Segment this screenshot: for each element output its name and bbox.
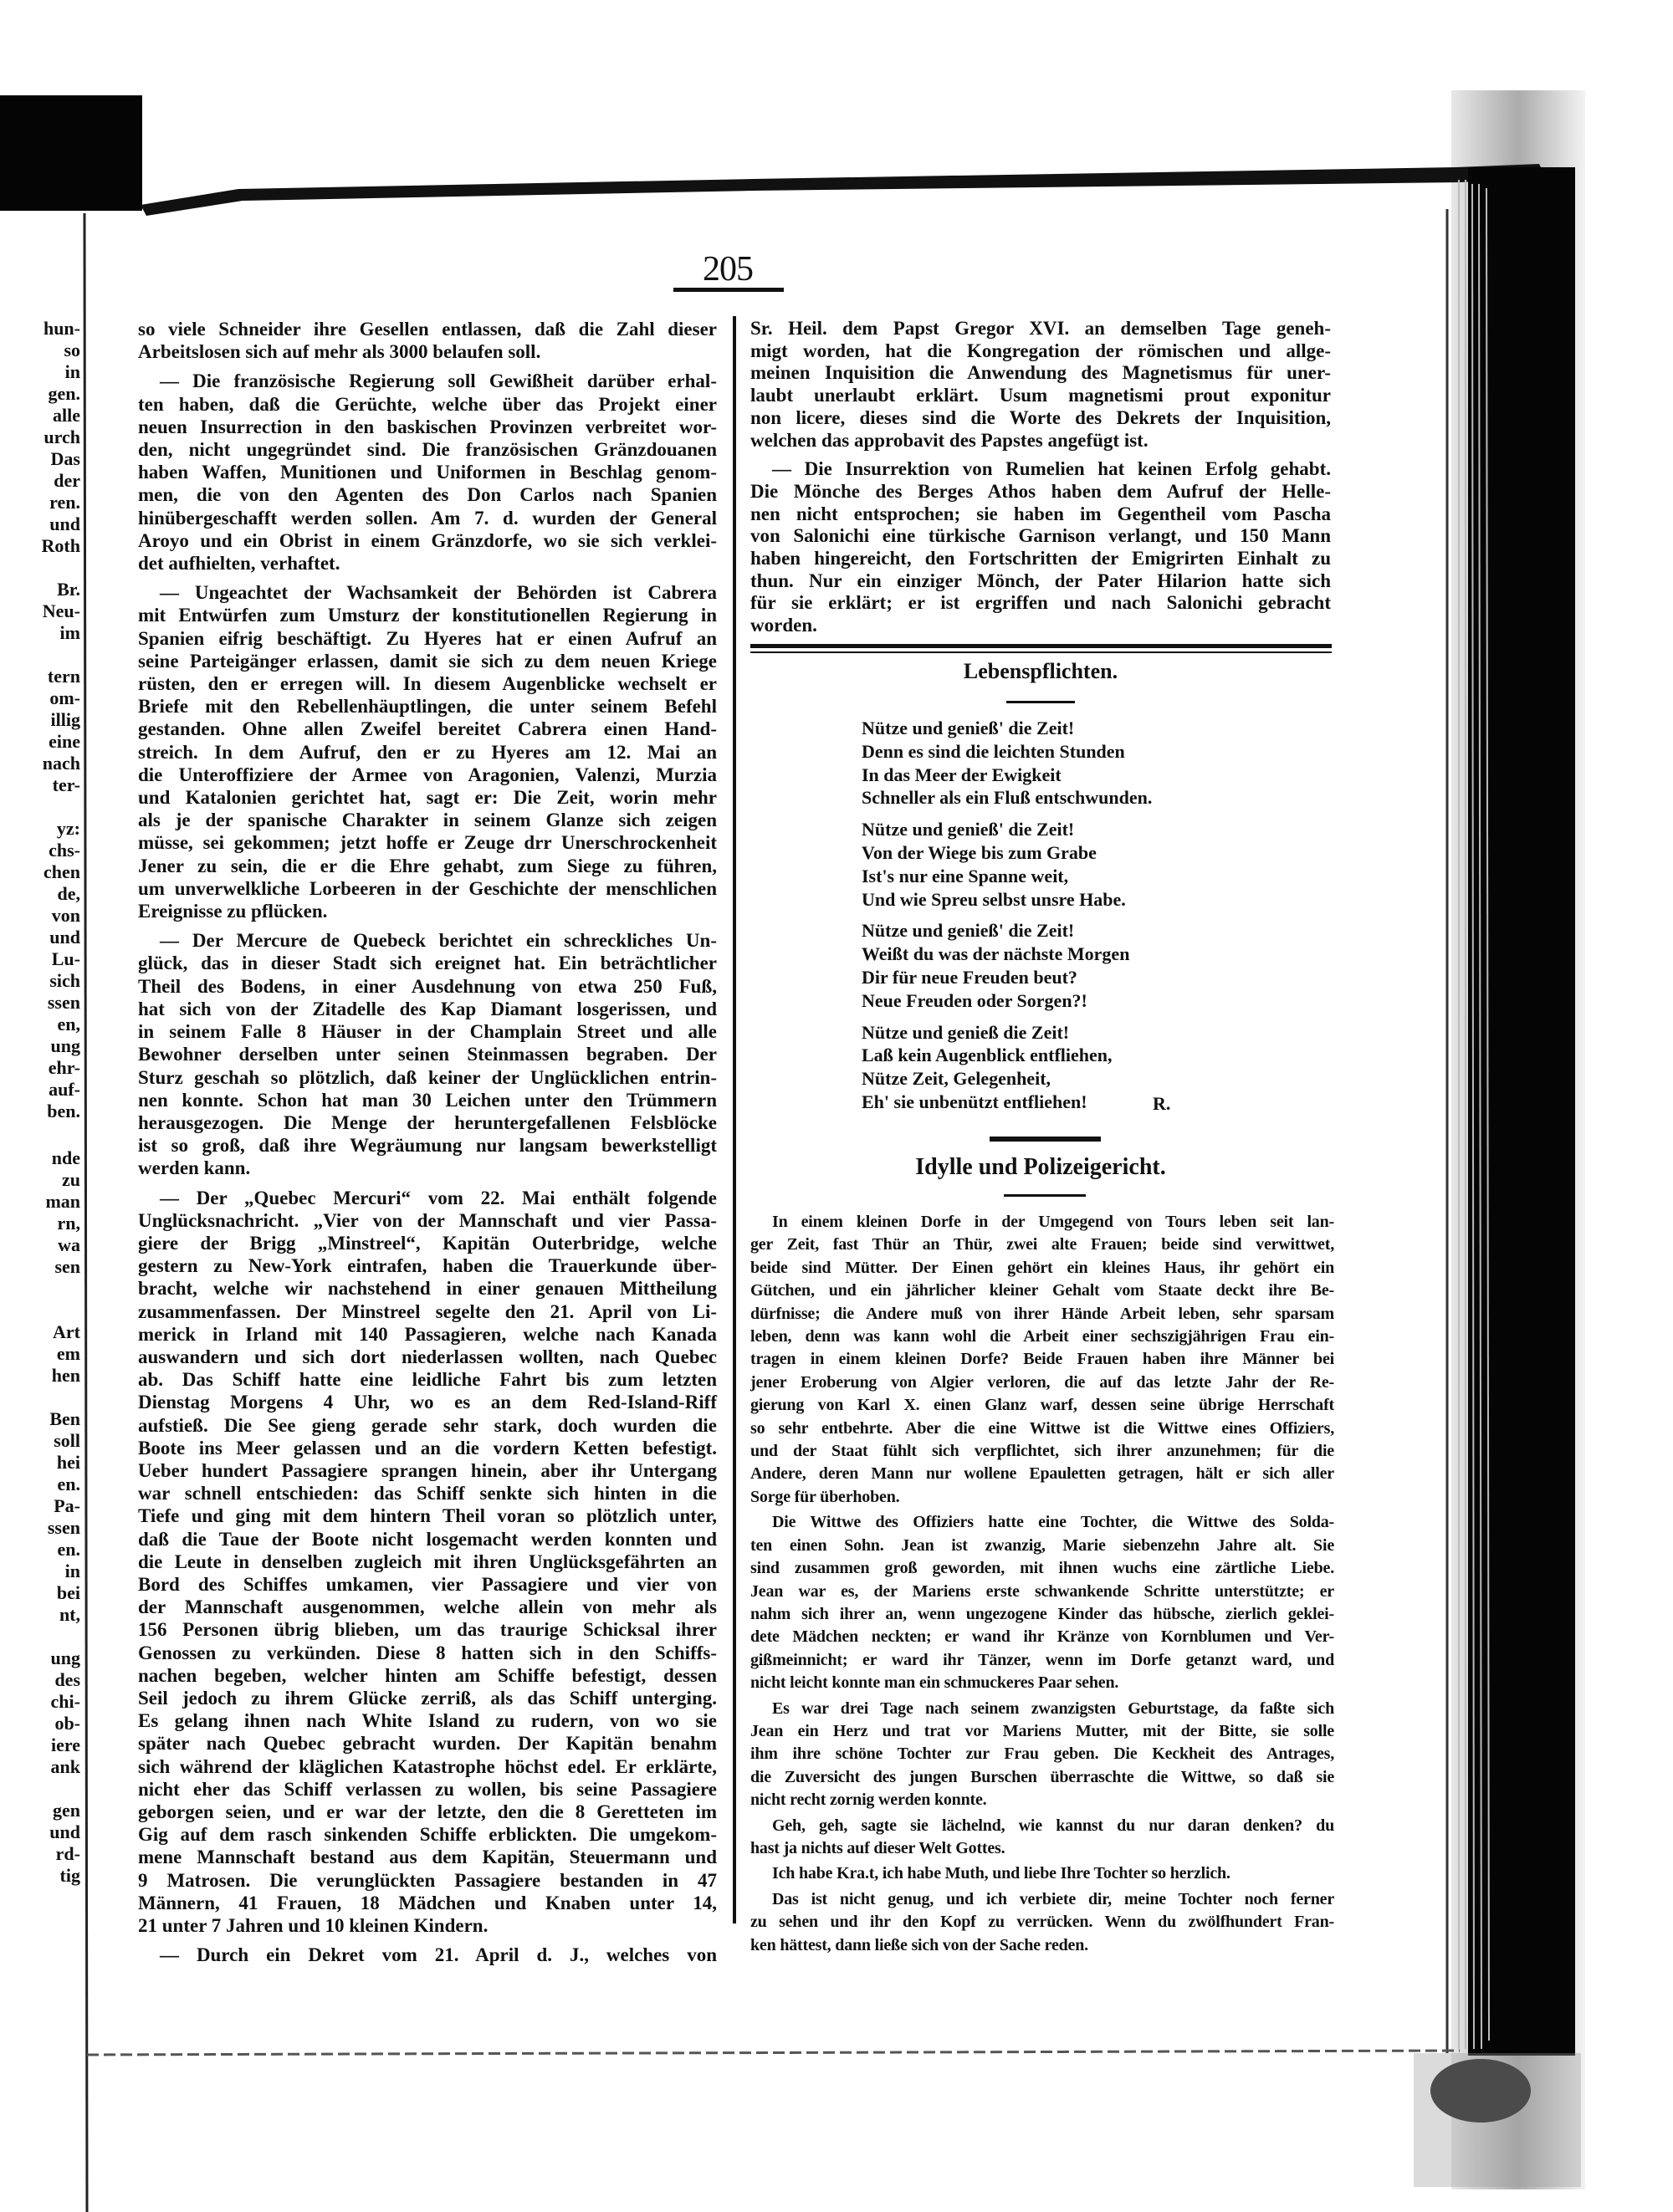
text-line: laubt unerlaubt erklärt. Usum magnetismi prout exponitur	[750, 385, 1331, 406]
text-line: nachen begeben, welcher hinten am Schiffe befestigt, dessen	[138, 1664, 717, 1686]
fragment-line: man	[45, 1191, 80, 1212]
fragment-line: iere	[50, 1734, 80, 1755]
fragment-line: chi-	[50, 1691, 80, 1712]
text-line: — Durch ein Dekret vom 21. April d. J., welches von	[160, 1944, 717, 1966]
text-line: Jean ein Herz und trat vor Mariens Mutter, mit der Bitte, sie solle	[750, 1721, 1334, 1740]
poem-stanza	[862, 919, 1152, 1012]
text-line: Unglücksnachricht. „Vier von der Mannschaft und vier Passa-	[138, 1209, 717, 1231]
fragment-line: en.	[57, 1539, 80, 1560]
paragraph	[750, 1511, 1334, 1694]
text-line: hinübergeschafft werden sollen. Am 7. d. wurden der General	[138, 507, 717, 529]
section-double-rule-thin	[750, 651, 1332, 653]
adjacent-page-fragments-lower	[0, 1147, 80, 1887]
fragment-line: yz:	[56, 818, 80, 839]
fragment-line	[0, 1278, 80, 1300]
text-line: und der Staat fühlt sich verpflichtet, sich ihrer anzunehmen; für die	[750, 1442, 1334, 1461]
text-line: Genossen zu verkünden. Diese 8 hatten sich in den Schiffs-	[138, 1642, 717, 1663]
fragment-line: und	[49, 927, 80, 948]
text-line: war schnell entschieden: das Schiff senkte sich hinten in die	[138, 1483, 717, 1504]
page-top-edge	[141, 164, 1546, 216]
paragraph	[138, 1187, 717, 1938]
text-line: Spanien eifrig beschäftigt. Zu Hyeres hat er einen Aufruf an	[138, 627, 717, 649]
fragment-line: rd-	[55, 1843, 80, 1864]
text-line: den, nicht ungegründet sind. Die französischen Gränzdouanen	[138, 439, 717, 461]
fragment-line: ren.	[49, 492, 80, 513]
text-line: Ueber hundert Passagiere sprangen hinein, aber ihr Untergang	[138, 1459, 717, 1481]
text-line: 9 Matrosen. Die verunglückten Passagiere bestanden in 47	[138, 1869, 717, 1891]
paragraph	[750, 1698, 1334, 1812]
text-line: jener Eroberung von Algier verloren, die auf das letzte Jahr der Re-	[750, 1372, 1334, 1392]
paragraph	[138, 1944, 717, 1966]
section-separator-rule	[990, 1137, 1101, 1142]
text-line: beide sind Mütter. Der Einen gehört ein kleines Haus, ihr gehört ein	[750, 1258, 1334, 1277]
fragment-line: tern	[47, 666, 80, 687]
poem-line: Eh' sie unbenützt entfliehen!	[862, 1091, 1087, 1112]
text-line: der Mannschaft ausgenommen, welche allein von mehr als	[138, 1596, 717, 1618]
fragment-line: Art	[53, 1321, 80, 1342]
text-line: ken hättest, dann ließe sich von der Sache reden.	[750, 1935, 1088, 1954]
text-line: — Der Mercure de Quebeck berichtet ein schreckliches Un-	[160, 930, 717, 952]
fragment-line: sen	[54, 1256, 80, 1277]
text-line: gestern zu New-York eintrafen, haben die Trauerkunde über-	[138, 1255, 717, 1277]
text-line: 156 Personen übrig blieben, um das traurige Schicksal ihrer	[138, 1619, 717, 1641]
text-line: meinen Inquisition die Anwendung des Magnetismus für uner-	[750, 362, 1331, 384]
poem-signature: R.	[1153, 1093, 1171, 1114]
text-line: so viele Schneider ihre Gesellen entlassen, daß die Zahl dieser	[138, 319, 717, 340]
text-line: als je der spanische Charakter in seinem Glanze sich zeigen	[138, 810, 717, 831]
fragment-line: im	[59, 622, 80, 643]
text-line: Ich habe Kra.t, ich habe Muth, und liebe Ihre Tochter so herzlich.	[772, 1864, 1230, 1883]
text-line: müsse, sei gekommen; jetzt hoffe er Zeuge drr Unerschrockenheit	[138, 832, 717, 854]
text-line: Arbeitslosen sich auf mehr als 3000 belaufen soll.	[138, 341, 541, 363]
text-line: Seil jedoch zu ihrem Glücke zerriß, als das Schiff unterging.	[138, 1687, 717, 1709]
paragraph	[138, 929, 717, 1179]
poem-line: Und wie Spreu selbst unsre Habe.	[862, 888, 1126, 910]
text-line: und Katalonien gerichtet hat, sagt er: Die Zeit, worin mehr	[138, 787, 717, 809]
text-line: Aroyo und ein Obrist in einem Gränzdorfe, wo sie sich verklei-	[138, 529, 717, 551]
paragraph	[138, 318, 717, 363]
page-gutter-line	[84, 213, 87, 2212]
text-line: die Unteroffiziere der Armee von Aragonien, Valenzi, Murzia	[138, 764, 717, 785]
text-line: gestanden. Ohne allen Zweifel bereitet Cabrera einen Hand-	[138, 718, 717, 740]
text-line: die Zuversicht des jungen Burschen überraschte die Wittwe, so daß sie	[750, 1767, 1334, 1786]
text-line: det aufhielten, verhaftet.	[138, 553, 340, 575]
page-bottom-edge	[87, 2051, 1460, 2055]
text-line: Das ist nicht genug, und ich verbiete dir, meine Tochter noch ferner	[772, 1889, 1334, 1908]
text-line: Jener zu sein, die er die Ehre gehabt, zum Siege zu führen,	[138, 855, 717, 876]
text-line: ten einen Sohn. Jean ist zwanzig, Marie siebenzehn Jahre alt. Sie	[750, 1535, 1334, 1555]
fragment-line: gen.	[48, 383, 80, 404]
text-line: Bewohner derselben unter seinen Steinmassen begraben. Der	[138, 1044, 717, 1065]
text-line: Gig auf dem rasch sinkenden Schiffe erblickten. Die umgekom-	[138, 1824, 717, 1846]
text-line: zusammenfassen. Der Minstreel segelte den 21. April von Li-	[138, 1300, 717, 1322]
text-line: Tiefe und ging mit dem hintern Theil voran so plötzlich unter,	[138, 1505, 717, 1527]
text-line: haben Waffen, Munitionen und Uniformen in Beschlag genom-	[138, 462, 717, 483]
bottom-shadow	[1414, 2053, 1581, 2187]
story-text	[750, 1211, 1334, 1959]
fragment-line: ank	[50, 1756, 80, 1777]
poem-stanza	[862, 1021, 1152, 1114]
text-line: welchen das approbavit des Papstes angefügt ist.	[750, 429, 1149, 451]
fragment-line: in	[64, 1561, 80, 1581]
text-line: hat sich von der Zitadelle des Kap Diamant losgerissen, und	[138, 998, 717, 1019]
fragment-line	[0, 1300, 80, 1321]
poem-title: Lebenspflichten.	[963, 659, 1118, 683]
text-line: nicht leicht konnte man ein schmuckeres Paar sehen.	[750, 1673, 1119, 1693]
text-line: Männern, 41 Frauen, 18 Mädchen und Knaben unter 14,	[138, 1892, 717, 1913]
fragment-line: nde	[51, 1147, 80, 1168]
fragment-line: hen	[51, 1365, 80, 1386]
section-double-rule-thick	[750, 644, 1332, 648]
fragment-line: om-	[49, 687, 80, 708]
paragraph	[750, 1211, 1334, 1509]
text-line: giere der Brigg „Minstreel“, Kapitän Outerbridge, welche	[138, 1232, 717, 1254]
text-line: von Salonichi eine türkische Garnison verlangt, und 150 Mann	[750, 525, 1331, 547]
text-line: — Die französische Regierung soll Gewißheit darüber erhal-	[160, 370, 717, 392]
paragraph	[138, 581, 717, 922]
text-line: Die Wittwe des Offiziers hatte eine Tochter, die Wittwe des Solda-	[772, 1513, 1334, 1532]
fragment-line	[0, 796, 80, 818]
text-line: so sehr entbehrte. Aber die eine Wittwe ist die Wittwe eines Offiziers,	[750, 1418, 1334, 1438]
fragment-line: und	[49, 513, 80, 534]
paragraph	[138, 370, 717, 575]
poem-line: Nütze und genieß' die Zeit!	[862, 920, 1075, 942]
poem-stanza	[862, 717, 1152, 810]
text-line: seine Parteigänger erlassen, damit sie sich zu dem neuen Kriege	[138, 650, 717, 672]
fragment-line: gen	[53, 1800, 80, 1821]
fragment-line: Br.	[57, 579, 80, 600]
text-line: später nach Quebec gebracht wurden. Der Kapitän benahm	[138, 1733, 717, 1755]
text-line: — Die Insurrektion von Rumelien hat keinen Erfolg gehabt.	[772, 458, 1331, 480]
text-line: glück, das in dieser Stadt sich ereignet hat. Ein beträchtlicher	[138, 953, 717, 974]
fragment-line: des	[54, 1669, 80, 1690]
fragment-line: ehr-	[48, 1057, 80, 1078]
fragment-line: en.	[57, 1474, 80, 1494]
paragraph	[750, 1862, 1334, 1885]
poem-line: Von der Wiege bis zum Grabe	[862, 841, 1097, 863]
text-line: mene Mannschaft bestand aus dem Kapitän, Steuermann und	[138, 1847, 717, 1868]
text-line: daß die Taue der Boote nicht losgemacht werden konnten und	[138, 1528, 717, 1550]
text-line: neuen Insurrection in den baskischen Provinzen verbreitet wor-	[138, 416, 717, 437]
fragment-line: ssen	[47, 1517, 80, 1538]
poem-stanza	[862, 818, 1152, 911]
text-line: Sorge für überhoben.	[750, 1487, 900, 1506]
fragment-line: chs-	[49, 840, 80, 861]
text-line: sind zusammen groß geworden, mit ihnen wuchs eine zärtliche Liebe.	[750, 1559, 1334, 1578]
text-line: sich während der kläglichen Katastrophe höchst edel. Er erklärte,	[138, 1755, 717, 1777]
text-line: Es war drei Tage nach seinem zwanzigsten Geburtstage, da faßte sich	[772, 1699, 1334, 1718]
fragment-line: und	[49, 1821, 80, 1842]
poem-title-rule	[1006, 701, 1075, 703]
poem	[862, 717, 1152, 1122]
text-line: herausgezogen. Die Menge der heruntergefallenen Felsblöcke	[138, 1111, 717, 1133]
text-line: nicht eher das Schiff verlassen zu wollen, bis seine Passagiere	[138, 1778, 717, 1800]
fragment-line: chen	[43, 861, 80, 882]
text-line: werden kann.	[138, 1157, 251, 1179]
text-line: bracht, welche wir nachstehend in einer genauen Mittheilung	[138, 1278, 717, 1300]
fragment-line: alle	[53, 405, 80, 426]
text-line: migt worden, hat die Kongregation der römischen und allge-	[750, 340, 1331, 361]
paragraph	[750, 318, 1331, 452]
text-line: merick in Irland mit 140 Passagieren, welche nach Kanada	[138, 1323, 717, 1345]
poem-line: In das Meer der Ewigkeit	[862, 764, 1062, 785]
text-line: non licere, dieses sind die Worte des Dekrets der Inquisition,	[750, 406, 1331, 428]
fragment-line: hei	[56, 1452, 80, 1473]
story-title-rule	[1004, 1194, 1086, 1197]
fragment-line: ter-	[52, 774, 80, 795]
fragment-line: rn,	[57, 1213, 80, 1234]
fragment-line: bei	[56, 1582, 80, 1603]
poem-line: Denn es sind die leichten Stunden	[862, 740, 1125, 762]
text-line: gierung von Karl X. einen Glanz warf, dessen seine übrige Herrschaft	[750, 1396, 1334, 1415]
fragment-line	[0, 557, 80, 579]
fragment-line: zu	[62, 1169, 80, 1190]
fragment-line: ben.	[47, 1101, 80, 1121]
fragment-line	[0, 1778, 80, 1800]
text-line: Es gelang ihnen nach White Island zu rudern, von wo sie	[138, 1710, 717, 1732]
right-book-binding	[1468, 167, 1575, 2056]
poem-line: Ist's nur eine Spanne weit,	[862, 865, 1069, 886]
text-line: nicht recht zornig werden konnte.	[750, 1791, 987, 1810]
fragment-line: Lu-	[51, 948, 80, 969]
poem-line: Schneller als ein Fluß entschwunden.	[862, 787, 1153, 809]
fragment-line: so	[64, 340, 80, 360]
poem-line: Laß kein Augenblick entfliehen,	[862, 1045, 1113, 1066]
text-line: thun. Nur ein einziger Mönch, der Pater Hilarion hatte sich	[750, 570, 1331, 591]
text-line: Bord des Schiffes umkamen, vier Passagiere und vier von	[138, 1573, 717, 1595]
text-line: in seinem Falle 8 Häuser in der Champlain Street und alle	[138, 1021, 717, 1043]
page-number: 205	[703, 250, 753, 289]
fragment-line: ung	[50, 1035, 80, 1056]
fragment-line	[0, 1626, 80, 1648]
text-line: auswandern und sich dort niederlassen wollten, nach Quebec	[138, 1346, 717, 1367]
fragment-line: nach	[42, 753, 80, 774]
text-line: die Leute in denselben zugleich mit ihren Unglücksgefährten an	[138, 1550, 717, 1572]
fragment-line: eine	[49, 731, 80, 752]
text-line: Andere, deren Mann nur wollene Epauletten getragen, hält er sich aller	[750, 1464, 1334, 1484]
paragraph	[750, 1815, 1334, 1861]
fragment-line: de,	[57, 883, 80, 904]
fragment-line: tig	[59, 1865, 80, 1886]
fragment-line: Das	[50, 448, 80, 469]
text-line: ten haben, daß die Gerüchte, welche über das Projekt einer	[138, 393, 717, 415]
text-line: Die Mönche des Berges Athos haben dem Aufruf der Helle-	[750, 480, 1331, 502]
fragment-line: en,	[57, 1014, 80, 1034]
paragraph	[750, 458, 1331, 637]
fragment-line: ssen	[47, 992, 80, 1013]
fragment-line	[0, 644, 80, 666]
left-binding-shadow	[0, 95, 142, 211]
text-line: Boote ins Meer gelassen und an die vordern Ketten befestigt.	[138, 1437, 717, 1458]
fragment-line: urch	[43, 427, 80, 447]
fragment-line: der	[54, 470, 80, 491]
text-line: Sturz geschah so plötzlich, daß keiner der Unglücklichen entrin-	[138, 1066, 717, 1088]
poem-line: Nütze und genieß die Zeit!	[862, 1021, 1070, 1043]
text-line: mit Entwürfen zum Umsturz der konstitutionellen Regierung in	[138, 605, 717, 626]
text-line: men, die von den Agenten des Don Carlos nach Spanien	[138, 484, 717, 506]
text-line: zu sehen und ihr den Kopf zu verrücken. Wenn du zwölfhundert Fran-	[750, 1913, 1334, 1932]
text-line: gißmeinnicht; er ward ihr Tänzer, wenn im Dorfe getanzt ward, und	[750, 1650, 1334, 1669]
text-line: streich. In dem Aufruf, den er zu Hyeres am 12. Mai an	[138, 741, 717, 763]
left-column	[138, 318, 717, 1973]
fragment-line: von	[51, 905, 80, 926]
text-line: ger Zeit, fast Thür an Thür, zwei alte Frauen; beide sind verwittwet,	[750, 1235, 1334, 1254]
poem-line: Nütze und genieß' die Zeit!	[862, 819, 1075, 840]
text-line: aufstieß. Die See gieng gerade sehr stark, doch wurden die	[138, 1414, 717, 1436]
story-title: Idylle und Polizeigericht.	[915, 1154, 1166, 1180]
text-line: Ereignisse zu pflücken.	[138, 901, 328, 922]
text-line: für sie erklärt; er ist ergriffen und nach Salonichi gebracht	[750, 592, 1331, 614]
text-line: leben, denn was kann wohl die Arbeit einer sechszigjährigen Frau ein-	[750, 1327, 1334, 1346]
text-line: In einem kleinen Dorfe in der Umgegend von Tours leben seit lan-	[772, 1213, 1334, 1231]
fragment-line: ung	[50, 1648, 80, 1668]
text-line: rüsten, den er erregen will. In diesem Augenblicke wechselt er	[138, 673, 717, 695]
fragment-line: auf-	[49, 1079, 80, 1100]
poem-line: Nütze und genieß' die Zeit!	[862, 718, 1075, 738]
text-line: tragen in einem kleinen Dorfe? Beide Frauen haben ihre Männer bei	[750, 1350, 1334, 1369]
fragment-line: Roth	[41, 535, 80, 556]
text-line: 21 unter 7 Jahren und 10 kleinen Kindern.	[138, 1915, 489, 1937]
text-line: nen nicht entsprochen; sie haben im Gegentheil vom Pascha	[750, 503, 1331, 524]
text-line: dete Mädchen neckten; er wand ihr Kränze von Kornblumen und Ver-	[750, 1627, 1334, 1647]
text-line: ab. Das Schiff hatte eine leidliche Fahrt bis zum letzten	[138, 1369, 717, 1391]
poem-line: Nütze Zeit, Gelegenheit,	[862, 1068, 1051, 1090]
fragment-line: nt,	[59, 1604, 80, 1625]
fragment-line: hun-	[43, 318, 80, 339]
poem-line: Neue Freuden oder Sorgen?!	[862, 989, 1087, 1011]
text-line: nahm sich ihrer an, wenn ungezogene Kinder das hübsche, zierlich geklei-	[750, 1604, 1334, 1623]
text-line: ist so groß, daß ihre Wegräumung nur langsam bewerkstelligt	[138, 1135, 717, 1157]
fragment-line: in	[64, 361, 80, 382]
poem-line: Weißt du was der nächste Morgen	[862, 943, 1130, 965]
text-line: um unverwelkliche Lorbeeren in der Geschichte der menschlichen	[138, 877, 717, 899]
fragment-line: ob-	[54, 1713, 80, 1734]
fragment-line: soll	[54, 1430, 80, 1451]
text-line: Dienstag Morgens 4 Uhr, wo es an dem Red-Island-Riff	[138, 1392, 717, 1413]
text-line: Gütchen, und ein jährlicher kleiner Gehalt vom Staate deckt ihre Be-	[750, 1281, 1334, 1300]
paragraph	[750, 1888, 1334, 1957]
text-line: — Ungeachtet der Wachsamkeit der Behörden ist Cabrera	[160, 582, 717, 604]
text-line: haben hingereicht, den Fortschritten der Emigrirten Einhalt zu	[750, 548, 1331, 570]
text-line: nen konnte. Schon hat man 30 Leichen unter den Trümmern	[138, 1089, 717, 1111]
fragment-line: Pa-	[54, 1495, 80, 1516]
fragment-line: Neu-	[42, 600, 80, 621]
right-column-news	[750, 318, 1331, 644]
fragment-line: illig	[50, 709, 80, 730]
text-line: ihm ihre schöne Tochter zur Frau geben. Die Keckheit des Antrages,	[750, 1745, 1334, 1764]
text-line: Briefe mit den Rebellenhäuptlingen, die unter seinem Befehl	[138, 696, 717, 718]
text-line: worden.	[750, 615, 817, 636]
fragment-line: Ben	[49, 1408, 80, 1429]
fragment-line: em	[56, 1343, 80, 1364]
fragment-line	[0, 1387, 80, 1408]
text-line: Theil des Bodens, in einer Ausdehnung von etwa 250 Fuß,	[138, 975, 717, 997]
text-line: Jean war es, der Mariens erste schwankende Schritte unterstützte; er	[750, 1581, 1334, 1601]
fragment-line: sich	[49, 970, 80, 991]
poem-line: Dir für neue Freuden beut?	[862, 966, 1077, 988]
text-line: geborgen seien, und er war der letzte, den die 8 Geretteten im	[138, 1801, 717, 1822]
text-line: — Der „Quebec Mercuri“ vom 22. Mai enthält folgende	[160, 1187, 717, 1208]
text-line: hast ja nichts auf dieser Welt Gottes.	[750, 1838, 1005, 1857]
text-line: dürfnisse; die Andere muß von ihrer Hände Arbeit leben, sehr sparsam	[750, 1304, 1334, 1323]
text-line: Geh, geh, sagte sie lächelnd, wie kannst du nur daran denken? du	[772, 1816, 1334, 1835]
adjacent-page-fragments-upper	[0, 318, 80, 1122]
text-line: Sr. Heil. dem Papst Gregor XVI. an demselben Tage geneh-	[750, 318, 1331, 339]
fragment-line: wa	[58, 1234, 80, 1255]
